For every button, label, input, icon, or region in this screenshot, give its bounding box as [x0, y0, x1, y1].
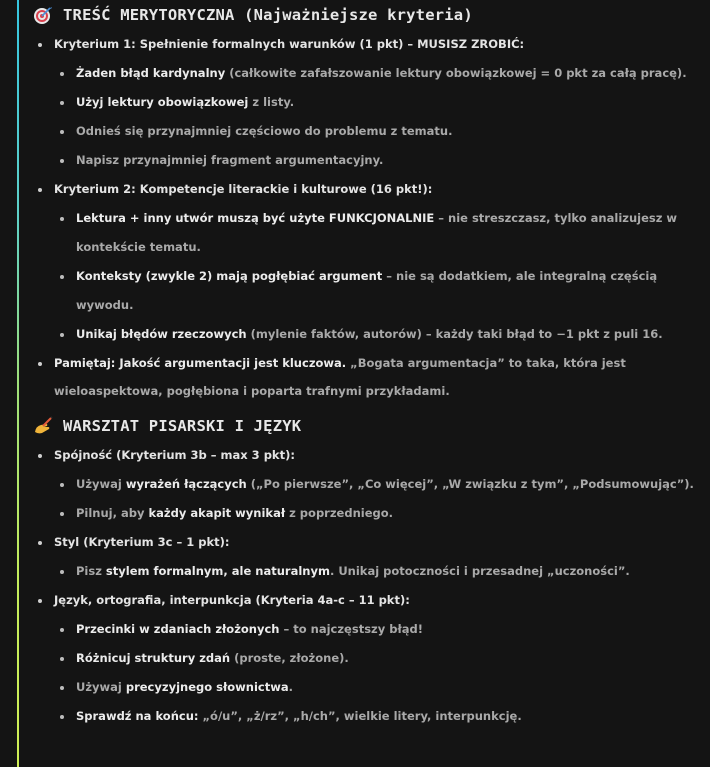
group-heading-coherence: Spójność (Kryterium 3b – max 3 pkt):	[54, 448, 295, 462]
group-heading-style: Styl (Kryterium 3c – 1 pkt):	[54, 535, 230, 549]
list-item	[54, 88, 701, 117]
item-text: Odnieś się przynajmniej częściowo do problemu z tematu.	[76, 124, 453, 138]
item-strong: stylem formalnym, ale naturalnym	[105, 564, 330, 578]
item-strong: Użyj lektury obowiązkowej	[76, 95, 249, 109]
list-item	[54, 204, 701, 262]
item-note: – nie są dodatkiem, ale integralną częścią wywodu.	[76, 269, 658, 312]
accent-bar	[17, 0, 19, 767]
item-strong: Sprawdź na końcu:	[76, 709, 199, 723]
item-strong: Unikaj błędów rzeczowych	[76, 327, 247, 341]
item-strong: Różnicuj struktury zdań	[76, 651, 231, 665]
item-strong: Lektura + inny utwór muszą być użyte FUNKCJONALNIE	[76, 211, 435, 225]
list-item	[54, 499, 701, 528]
item-note: . Unikaj potoczności i przesadnej „uczoności”.	[329, 564, 630, 578]
list-item	[54, 557, 701, 586]
item-lead: Używaj	[76, 477, 126, 491]
note-text: „Bogata argumentacja” to taka, która jest wieloaspektowa, pogłębiona i poparta trafnymi przykładami.	[54, 356, 626, 398]
note-strong: Pamiętaj: Jakość argumentacji jest kluczowa.	[54, 356, 347, 370]
list-item	[33, 349, 701, 405]
language-list	[54, 615, 701, 731]
section-title-writing	[33, 411, 701, 441]
item-note: (proste, złożone).	[230, 651, 349, 665]
list-item	[54, 320, 701, 349]
item-note: (mylenie faktów, autorów) – każdy taki błąd to −1 pkt z puli 16.	[246, 327, 663, 341]
item-lead: Używaj	[76, 680, 126, 694]
item-note: z poprzedniego.	[285, 506, 394, 520]
list-item	[54, 702, 701, 731]
item-strong: Żaden błąd kardynalny	[76, 66, 226, 80]
list-item	[54, 117, 701, 146]
criterion-1-heading: Kryterium 1: Spełnienie formalnych warunków (1 pkt) – MUSISZ ZROBIĆ:	[54, 37, 525, 51]
list-item	[54, 673, 701, 702]
list-item	[54, 470, 701, 499]
writing-hand-icon	[33, 416, 53, 436]
writing-list	[33, 441, 701, 731]
item-note: z listy.	[248, 95, 295, 109]
item-text: Napisz przynajmniej fragment argumentacyjny.	[76, 153, 384, 167]
item-note: „ó/u”, „ż/rz”, „h/ch”, wielkie litery, interpunkcję.	[198, 709, 522, 723]
list-item	[33, 175, 701, 349]
section-title-text: TREŚĆ MERYTORYCZNA (Najważniejsze kryteria)	[63, 6, 473, 24]
list-item	[33, 441, 701, 528]
target-icon	[33, 5, 53, 25]
list-item	[33, 528, 701, 586]
item-lead: Pisz	[76, 564, 106, 578]
content	[33, 0, 701, 731]
list-item	[54, 262, 701, 320]
content-criteria-list	[33, 30, 701, 405]
group-heading-language: Język, ortografia, interpunkcja (Kryteria 4a-c – 11 pkt):	[54, 593, 410, 607]
item-lead: Pilnuj, aby	[76, 506, 149, 520]
section-title-text: WARSZTAT PISARSKI I JĘZYK	[63, 417, 302, 435]
criterion-2-heading: Kryterium 2: Kompetencje literackie i kulturowe (16 pkt!):	[54, 182, 433, 196]
item-note: (całkowite zafałszowanie lektury obowiązkowej = 0 pkt za całą pracę).	[225, 66, 687, 80]
list-item	[54, 615, 701, 644]
item-strong: precyzyjnego słownictwa	[125, 680, 289, 694]
list-item	[54, 146, 701, 175]
item-strong: wyrażeń łączących	[125, 477, 247, 491]
item-strong: Przecinki w zdaniach złożonych	[76, 622, 280, 636]
list-item	[54, 59, 701, 88]
item-note: – to najczęstszy błąd!	[279, 622, 423, 636]
section-title-content	[33, 0, 701, 30]
item-note: – nie streszczasz, tylko analizujesz w kontekście tematu.	[76, 211, 678, 254]
criterion-2-list	[54, 204, 701, 349]
item-note: („Po pierwsze”, „Co więcej”, „W związku z tym”, „Podsumowując”).	[246, 477, 694, 491]
coherence-list	[54, 470, 701, 528]
criterion-1-list	[54, 59, 701, 175]
list-item	[33, 586, 701, 731]
style-list	[54, 557, 701, 586]
item-strong: każdy akapit wynikał	[148, 506, 286, 520]
item-note: .	[288, 680, 293, 694]
item-strong: Konteksty (zwykle 2) mają pogłębiać argument	[76, 269, 383, 283]
list-item	[54, 644, 701, 673]
list-item	[33, 30, 701, 175]
